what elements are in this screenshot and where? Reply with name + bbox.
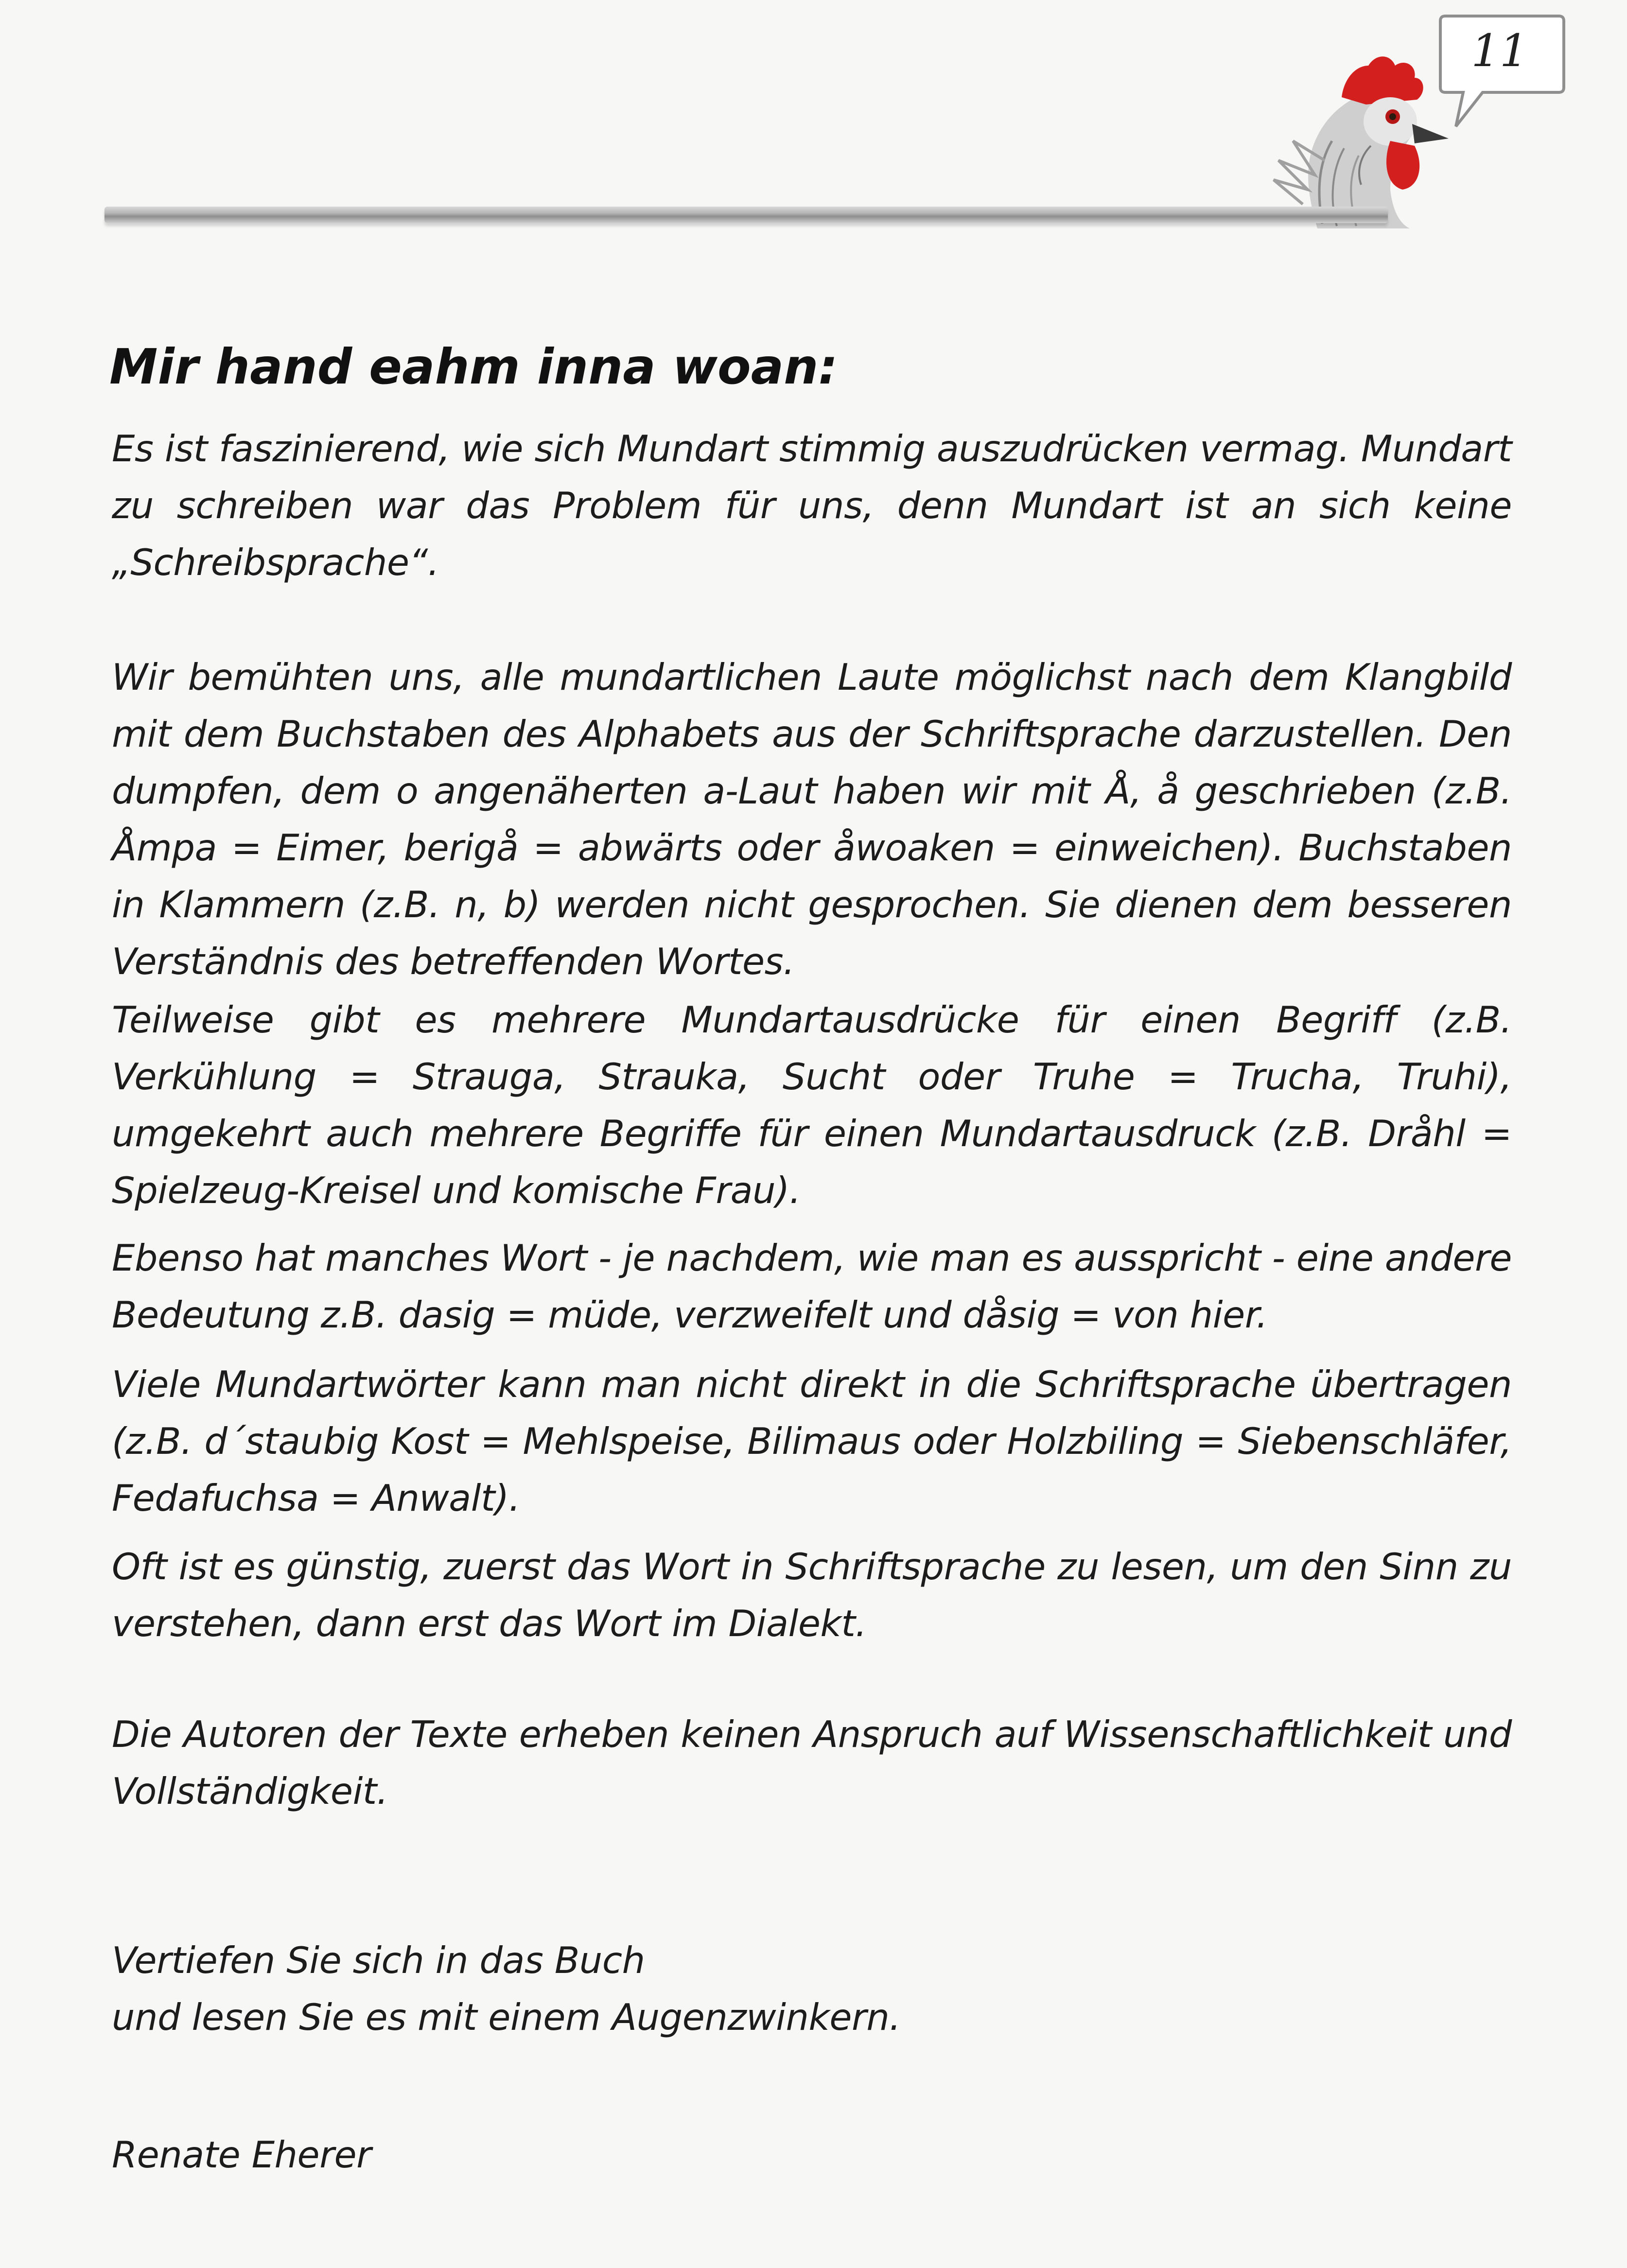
paragraph-translation: Viele Mundartwörter kann man nicht direkt in die Schriftsprache übertragen (z.B. d´staubig Kost = Mehlspeise, Bilimaus oder Holzbiling = Siebenschläfer, Fedafuchsa = Anwalt). [112,1363,1512,1519]
paragraph-meaning: Ebenso hat manches Wort - je nachdem, wie man es ausspricht - eine andere Bedeutung z.B. dasig = müde, verzweifelt und dåsig = von hier. [112,1237,1512,1336]
page-number: 11 [1471,25,1528,77]
closing-line-1: Vertiefen Sie sich in das Buch [112,1939,645,1982]
paragraph-reading-tip: Oft ist es günstig, zuerst das Wort in Schriftsprache zu lesen, um den Sinn zu verstehen, dann erst das Wort im Dialekt. [112,1545,1512,1645]
paragraph-disclaimer: Die Autoren der Texte erheben keinen Anspruch auf Wissenschaftlichkeit und Vollständigkeit. [112,1713,1512,1813]
closing-line-2: und lesen Sie es mit einem Augenzwinkern. [112,1996,901,2039]
author-signature: Renate Eherer [112,2133,371,2176]
paragraph-spelling: Wir bemühten uns, alle mundartlichen Laute möglichst nach dem Klangbild mit dem Buchstaben des Alphabets aus der Schriftsprache darzustellen. Den dumpfen, dem o angenäherten a-Laut haben wir mit Å, å geschrieben (z.B. Åmpa = Eimer, berigå = abwärts oder åwoaken = einweichen). Buchstaben in Klammern (z.B. n, b) werden nicht gesprochen. Sie dienen dem besseren Verständnis des betreffenden Wortes. [112,656,1512,983]
section-title: Mir hand eahm inna woan: [109,338,838,395]
paragraph-synonyms: Teilweise gibt es mehrere Mundartausdrücke für einen Begriff (z.B. Verkühlung = Strauga, Strauka, Sucht oder Truhe = Trucha, Truhi), umgekehrt auch mehrere Begriffe für einen Mundartausdruck (z.B. Dråhl = Spielzeug-Kreisel und komische Frau). [112,998,1512,1212]
rooster-icon [1244,19,1468,233]
closing-note [112,1932,1512,2046]
paragraph-intro: Es ist faszinierend, wie sich Mundart stimmig auszudrücken vermag. Mundart zu schreiben war das Problem für uns, denn Mundart ist an sich keine „Schreibsprache“. [112,427,1512,584]
header-divider [105,207,1388,223]
